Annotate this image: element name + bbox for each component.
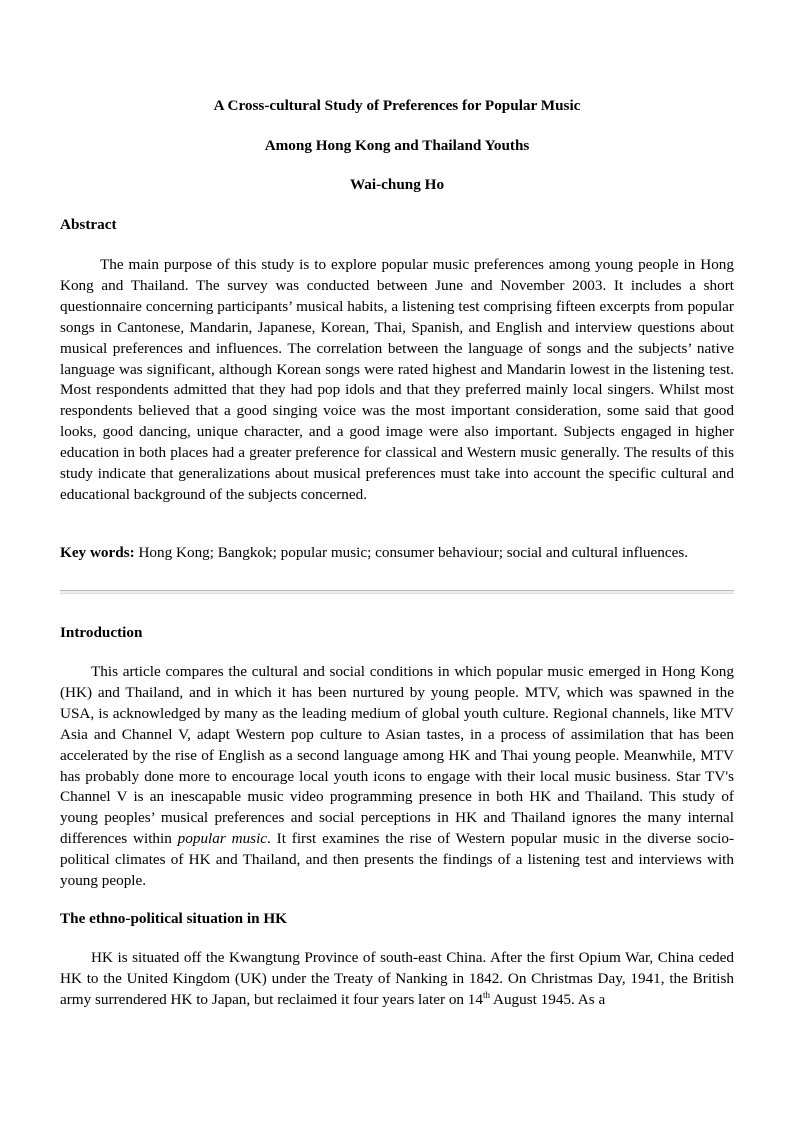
introduction-italic-term: popular music	[177, 830, 268, 848]
introduction-body-part1: This article compares the cultural and social conditions in which popular music emerged in Hong Kong (HK) and Thailand, and in which it has been nurtured by young people. MTV, which was spawned in the USA, is acknowledged by many as the leading medium of global youth culture. Regional channels, like MTV Asia and Channel V, adapt Western pop culture to Asian tastes, in a process of assimilation that has been accelerated by the rise of English as a second language among HK and Thai young people. Meanwhile, MTV has probably done more to encourage local youth icons to engage with their local music business. Star TV's Channel V is an inescapable music video programming presence in both HK and Thailand. This study of young peoples’ musical preferences and social perceptions in HK and Thailand ignores the many internal differences within	[60, 663, 734, 848]
keywords-line	[60, 543, 734, 564]
ethno-political-body-part1: HK is situated off the Kwangtung Province of south-east China. After the first Opium War, China ceded HK to the United Kingdom (UK) under the Treaty of Nanking in 1842. On Christmas Day, 1941, the British army surrendered HK to Japan, but reclaimed it four years later on 14	[60, 949, 734, 1008]
introduction-paragraph	[60, 662, 734, 892]
paper-author: Wai-chung Ho	[349, 176, 445, 193]
keywords-text: Hong Kong; Bangkok; popular music; consumer behaviour; social and cultural influences.	[138, 544, 689, 561]
ethno-political-body-part2: August 1945. As a	[490, 990, 606, 1008]
introduction-body-part2: . It first examines the rise of Western popular music in the diverse socio-political climates of HK and Thailand, and then presents the findings of a listening test and interviews with young people.	[60, 830, 735, 890]
keywords-label: Key words:	[60, 544, 135, 561]
ethno-political-heading: The ethno-political situation in HK	[60, 910, 287, 927]
ordinal-superscript: th	[483, 989, 491, 1000]
abstract-paragraph	[60, 255, 734, 506]
paper-title-line2: Among Hong Kong and Thailand Youths	[264, 137, 530, 154]
paper-title-line1: A Cross-cultural Study of Preferences for Popular Music	[213, 97, 581, 114]
section-divider	[60, 590, 734, 594]
introduction-heading: Introduction	[60, 624, 143, 641]
abstract-heading: Abstract	[60, 216, 117, 233]
abstract-body: The main purpose of this study is to explore popular music preferences among young people in Hong Kong and Thailand. The survey was conducted between June and November 2003. It includes a short questionnaire concerning participants’ musical habits, a listening test comprising fifteen excerpts from popular songs in Cantonese, Mandarin, Japanese, Korean, Thai, Spanish, and English and interview questions about musical preferences and influences. The correlation between the language of songs and the subjects’ native language was significant, although Korean songs were rated highest and Mandarin lowest in the listening test. Most respondents admitted that they had pop idols and that they preferred mainly local singers. Whilst most respondents believed that a good singing voice was the most important consideration, some said that good looks, good dancing, unique character, and a good image were also important. Subjects engaged in higher education in both places had a greater preference for classical and Western music generally. The results of this study indicate that generalizations about musical preferences must take into account the specific cultural and educational background of the subjects concerned.	[60, 256, 734, 503]
ethno-political-paragraph	[60, 948, 734, 1011]
